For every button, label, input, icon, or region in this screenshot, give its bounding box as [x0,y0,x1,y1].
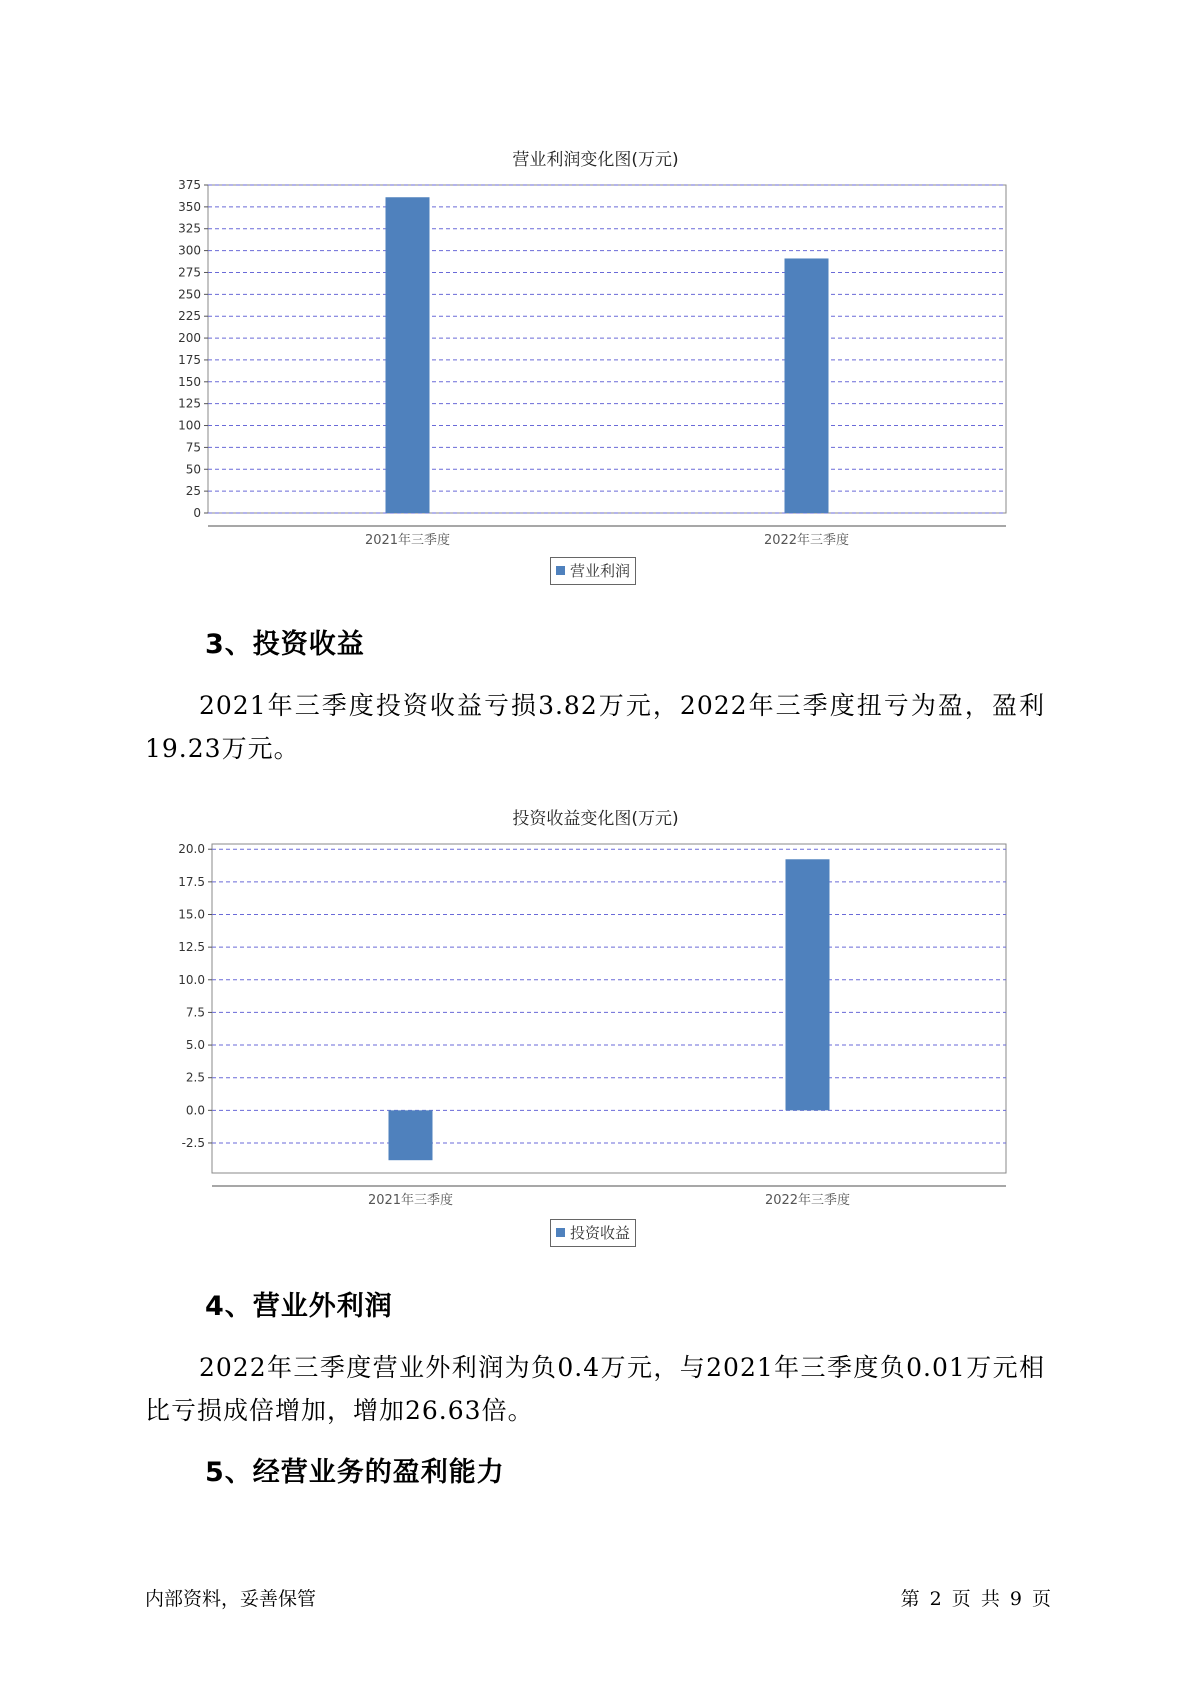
footer-confidential: 内部资料，妥善保管 [145,1588,317,1610]
y-tick-label: 0 [193,506,201,520]
y-tick-label: 275 [178,265,201,280]
y-tick-label: 100 [178,418,201,433]
y-tick-label: 2.5 [185,1070,205,1085]
y-tick-label: -2.5 [181,1135,205,1150]
chart2-legend-label: 投资收益 [570,1224,631,1242]
section5-heading: 5、经营业务的盈利能力 [205,1457,505,1488]
chart2-title: 投资收益变化图(万元) [512,809,679,829]
y-tick-label: 200 [178,331,201,346]
y-tick-label: 300 [178,243,201,258]
y-tick-label: 150 [178,374,201,389]
y-tick-label: 12.5 [178,940,205,955]
y-tick-label: 15.0 [178,907,205,922]
y-tick-label: 125 [178,396,201,411]
section3-paragraph: 2021年三季度投资收益亏损3.82万元，2022年三季度扭亏为盈，盈利19.23万元。 [145,691,1045,763]
y-tick-label: 7.5 [185,1005,205,1020]
y-tick-label: 175 [178,352,201,367]
x-tick-label: 2022年三季度 [764,1193,851,1208]
y-tick-label: 17.5 [178,874,205,889]
footer-page-number: 第 2 页 共 9 页 [900,1588,1051,1610]
y-tick-label: 25 [185,484,201,499]
y-tick-label: 0.0 [185,1103,205,1118]
chart1-legend-label: 营业利润 [570,562,631,580]
y-tick-label: 50 [185,462,201,477]
y-tick-label: 250 [178,287,201,302]
y-tick-label: 20.0 [178,842,205,857]
y-tick-label: 375 [178,178,201,192]
plot-area [212,844,1006,1173]
y-tick-label: 350 [178,199,201,214]
section4-paragraph: 2022年三季度营业外利润为负0.4万元，与2021年三季度负0.01万元相比亏损成倍增加，增加26.63倍。 [145,1353,1045,1425]
bar [389,1110,433,1160]
section4-heading: 4、营业外利润 [205,1291,393,1322]
x-tick-label: 2022年三季度 [763,533,850,548]
y-tick-label: 325 [178,221,201,236]
chart2-legend [550,1219,636,1247]
x-tick-label: 2021年三季度 [367,1193,454,1208]
legend-swatch [556,1228,565,1237]
y-tick-label: 10.0 [178,972,205,987]
chart1-title: 营业利润变化图(万元) [512,150,679,170]
y-tick-label: 225 [178,309,201,324]
y-tick-label: 75 [185,440,201,455]
y-tick-label: 5.0 [185,1038,205,1053]
bar [786,859,830,1110]
x-tick-label: 2021年三季度 [364,533,451,548]
section3-heading: 3、投资收益 [205,629,365,660]
